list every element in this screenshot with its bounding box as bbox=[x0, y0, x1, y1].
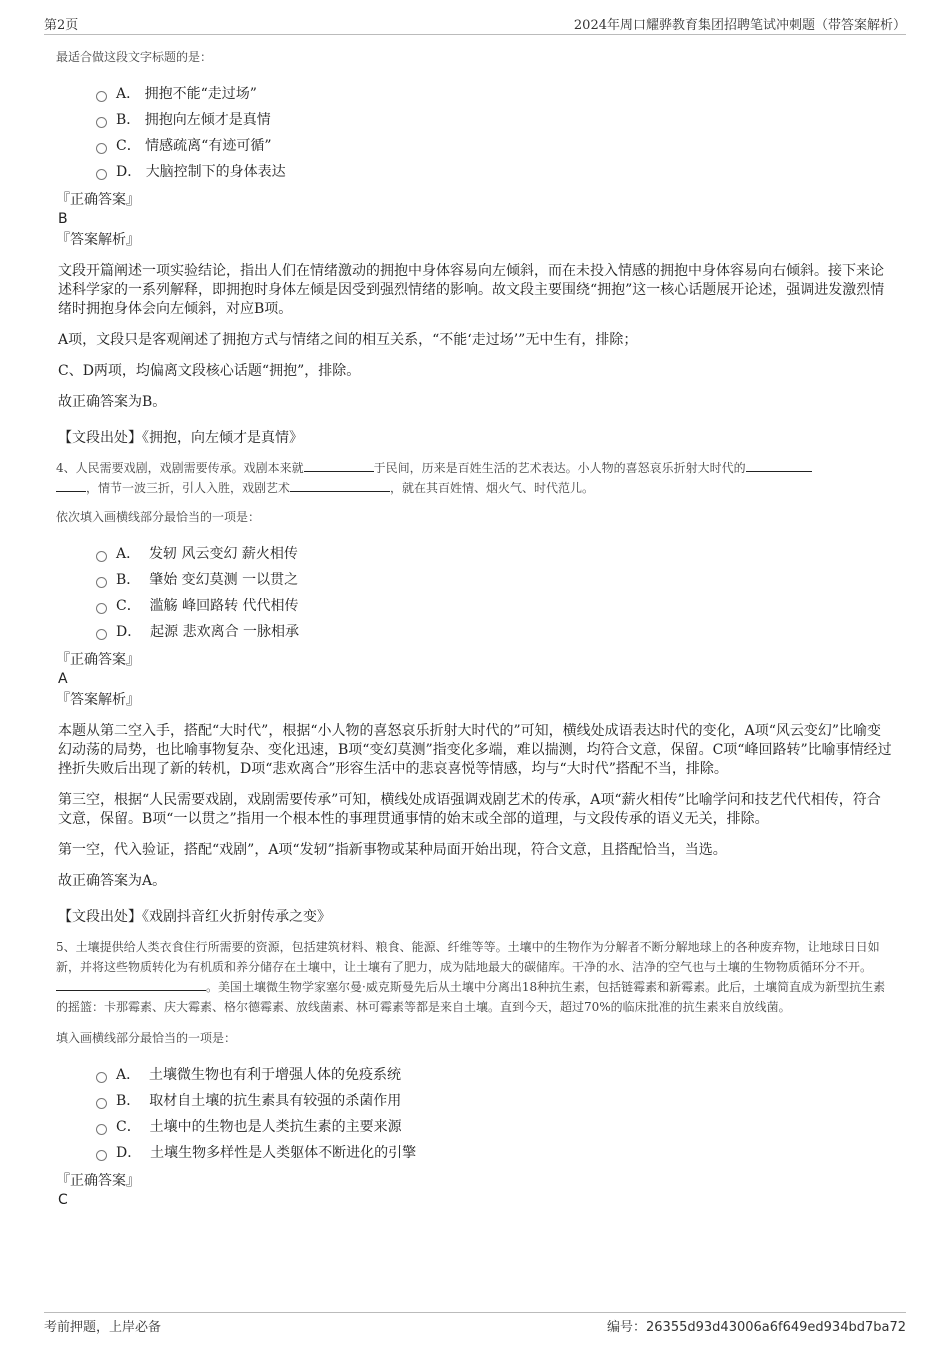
option-b[interactable]: B． 拥抱向左倾才是真情 bbox=[96, 106, 894, 132]
page-number: 第2页 bbox=[44, 18, 79, 33]
radio-icon[interactable] bbox=[96, 143, 107, 154]
correct-answer-value: B bbox=[58, 211, 68, 227]
analysis-paragraph: 第三空，根据“人民需要戏剧，戏剧需要传承”可知，横线处成语强调戏剧艺术的传承，A项“薪火相传”比喻学问和技艺代代相传，符合文意，保留。B项“一以贯之”指用一个根本性的事理贯通事情的始末或全部的道理，与文段传承的语义无关，排除。 bbox=[58, 792, 881, 827]
footer-slogan: 考前押题，上岸必备 bbox=[44, 1320, 162, 1335]
question-5 bbox=[56, 937, 894, 1209]
text-source: 【文段出处】《拥抱，向左倾才是真情》 bbox=[58, 430, 303, 446]
question-4 bbox=[56, 458, 894, 927]
analysis-paragraph: 文段开篇阐述一项实验结论，指出人们在情绪激动的拥抱中身体容易向左倾斜，而在未投入情感的拥抱中身体容易向右倾斜。接下来论述科学家的一系列解释，即拥抱时身体左倾是因受到强烈情绪的影响。故文段主要围绕“拥抱”这一核心话题展开论述，强调进发激烈情绪时拥抱身体会向左倾斜，对应B项。 bbox=[58, 263, 885, 317]
option-b[interactable]: B． 肇始 变幻莫测 一以贯之 bbox=[96, 566, 894, 592]
option-d[interactable]: D． 土壤生物多样性是人类躯体不断进化的引擎 bbox=[96, 1139, 894, 1165]
question-prompt: 最适合做这段文字标题的是： bbox=[56, 50, 213, 64]
radio-icon[interactable] bbox=[96, 1124, 107, 1135]
page-footer bbox=[44, 1312, 906, 1335]
radio-icon[interactable] bbox=[96, 1150, 107, 1161]
option-list bbox=[96, 540, 894, 644]
correct-answer-label: 『正确答案』 bbox=[56, 652, 140, 668]
analysis-paragraph: 第一空，代入验证，搭配“戏剧”，A项“发轫”指新事物或某种局面开始出现，符合文意，且搭配恰当，当选。 bbox=[58, 842, 727, 858]
option-b[interactable]: B． 取材自土壤的抗生素具有较强的杀菌作用 bbox=[96, 1087, 894, 1113]
analysis-label: 『答案解析』 bbox=[56, 692, 140, 708]
radio-icon[interactable] bbox=[96, 117, 107, 128]
fill-blank bbox=[290, 479, 390, 492]
analysis-paragraph: 本题从第二空入手，搭配“大时代”，根据“小人物的喜怒哀乐折射大时代的”可知，横线处成语表达时代的变化，A项“风云变幻”比喻变幻动荡的局势，也比喻事物复杂、变化迅速，B项“变幻莫测”指变化多端，难以揣测，均符合文意，保留。C项“峰回路转”比喻事情经过挫折失败后出现了新的转机，D项“悲欢离合”形容生活中的悲哀喜悦等情感，均与“大时代”搭配不当，排除。 bbox=[58, 723, 892, 777]
radio-icon[interactable] bbox=[96, 1072, 107, 1083]
question-stem: 5、土壤提供给人类衣食住行所需要的资源，包括建筑材料、粮食、能源、纤维等等。土壤中的生物作为分解者不断分解地球上的各种废弃物，让地球日日如新，并将这些物质转化为有机质和养分储存在土壤中，让土壤有了肥力，成为陆地最大的碳储库。干净的水、洁净的空气也与土壤的生物物质循环分不开。。美国土壤微生物学家塞尔曼·威克斯曼先后从土壤中分离出18种抗生素，包括链霉素和新霉素。此后，土壤简直成为新型抗生素的摇篮：卡那霉素、庆大霉素、格尔德霉素、放线菌素、林可霉素等都是来自土壤。直到今天，超过70%的临床批准的抗生素来自放线菌。 bbox=[56, 940, 886, 1014]
analysis-paragraph: A项，文段只是客观阐述了拥抱方式与情绪之间的相互关系，“不能‘走过场’”无中生有，排除； bbox=[58, 332, 638, 348]
option-d[interactable]: D． 大脑控制下的身体表达 bbox=[96, 158, 894, 184]
radio-icon[interactable] bbox=[96, 1098, 107, 1109]
analysis-label: 『答案解析』 bbox=[56, 232, 140, 248]
page-header bbox=[44, 12, 906, 35]
fill-blank bbox=[304, 459, 374, 472]
fill-blank bbox=[56, 479, 86, 492]
correct-answer-value: C bbox=[58, 1192, 68, 1208]
correct-answer-value: A bbox=[58, 671, 68, 687]
option-a[interactable]: A． 发轫 风云变幻 薪火相传 bbox=[96, 540, 894, 566]
analysis-paragraph: 故正确答案为B。 bbox=[58, 394, 167, 410]
question-stem: 4、人民需要戏剧，戏剧需要传承。戏剧本来就 于民间，历来是百姓生活的艺术表达。小人物的喜怒哀乐折射大时代的 ，情节一波三折，引人入胜，戏剧艺术 ，就在其百姓情、烟火气、时代范儿。 bbox=[56, 458, 894, 498]
option-list bbox=[96, 1061, 894, 1165]
option-c[interactable]: C． 情感疏离“有迹可循” bbox=[96, 132, 894, 158]
correct-answer-label: 『正确答案』 bbox=[56, 1173, 140, 1189]
option-a[interactable]: A． 土壤微生物也有利于增强人体的免疫系统 bbox=[96, 1061, 894, 1087]
analysis-paragraph: 故正确答案为A。 bbox=[58, 873, 167, 889]
radio-icon[interactable] bbox=[96, 603, 107, 614]
option-c[interactable]: C． 滥觞 峰回路转 代代相传 bbox=[96, 592, 894, 618]
fill-blank bbox=[56, 978, 206, 991]
option-d[interactable]: D． 起源 悲欢离合 一脉相承 bbox=[96, 618, 894, 644]
page-content bbox=[56, 40, 894, 1211]
radio-icon[interactable] bbox=[96, 577, 107, 588]
question-prompt: 填入画横线部分最恰当的一项是： bbox=[56, 1031, 237, 1045]
text-source: 【文段出处】《戏剧抖音红火折射传承之变》 bbox=[58, 909, 331, 925]
radio-icon[interactable] bbox=[96, 169, 107, 180]
document-title: 2024年周口耀骅教育集团招聘笔试冲刺题（带答案解析） bbox=[573, 18, 906, 33]
option-list bbox=[96, 80, 894, 184]
question-3 bbox=[56, 48, 894, 448]
option-a[interactable]: A． 拥抱不能“走过场” bbox=[96, 80, 894, 106]
radio-icon[interactable] bbox=[96, 629, 107, 640]
analysis-paragraph: C、D两项，均偏离文段核心话题“拥抱”，排除。 bbox=[58, 363, 361, 379]
document-code: 编号：26355d93d43006a6f649ed934bd7ba72 bbox=[607, 1320, 906, 1335]
radio-icon[interactable] bbox=[96, 91, 107, 102]
correct-answer-label: 『正确答案』 bbox=[56, 192, 140, 208]
question-prompt: 依次填入画横线部分最恰当的一项是： bbox=[56, 510, 261, 524]
fill-blank bbox=[746, 459, 812, 472]
option-c[interactable]: C． 土壤中的生物也是人类抗生素的主要来源 bbox=[96, 1113, 894, 1139]
radio-icon[interactable] bbox=[96, 551, 107, 562]
